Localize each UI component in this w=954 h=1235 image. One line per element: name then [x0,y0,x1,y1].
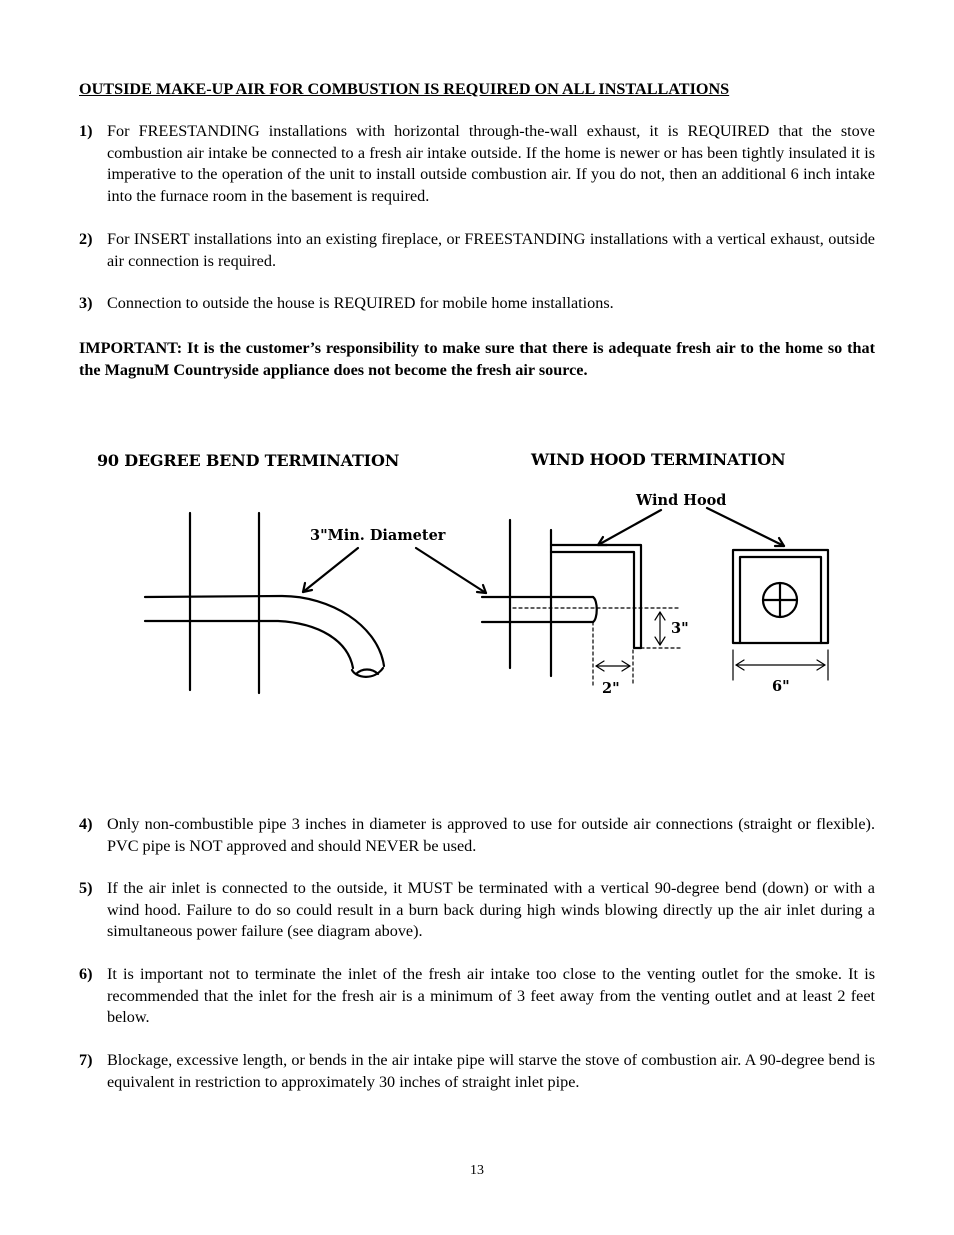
diameter-arrows [303,548,486,593]
hood-dimensions [513,608,680,685]
list-item-6 [79,964,875,1029]
list-item-1 [79,121,875,207]
bend-wall [190,513,259,693]
hood-pipe [482,597,597,622]
item-number: 3) [79,294,93,312]
wind-hood-label: Wind Hood [636,492,727,509]
item-text: It is important not to terminate the inlet of the fresh air intake too close to the venting outlet for the smoke. It is recommended that the inlet for the fresh air is a minimum of 3 feet away from the venting outlet and at least 2 feet below. [107,965,875,1027]
list-item-3 [79,293,875,315]
item-text: For FREESTANDING installations with horizontal through-the-wall exhaust, it is REQUIRED that the stove combustion air intake be connected to a fresh air intake outside. If the home is newer or has been tightly insulated it is imperative to the operation of the unit to install outside combustion air. If you do not, then an additional 6 inch intake into the furnace room in the basement is required. [107,122,875,205]
list-item-2 [79,229,875,272]
item-number: 5) [79,879,93,897]
item-number: 1) [79,122,93,140]
section-heading: OUTSIDE MAKE-UP AIR FOR COMBUSTION IS REQUIRED ON ALL INSTALLATIONS [79,80,730,98]
dimension-6in-label: 6" [772,678,790,695]
dimension-2in-label: 2" [602,680,620,697]
item-text: If the air inlet is connected to the outside, it MUST be terminated with a vertical 90-degree bend (down) or with a wind hood. Failure to do so could result in a burn back during high winds blowing directly up the air inlet during a simultaneous power failure (see diagram above). [107,879,875,941]
list-item-5 [79,878,875,943]
important-notice: IMPORTANT: It is the customer’s responsibility to make sure that there is adequate fresh air to the home so that the MagnuM Countryside appliance does not become the fresh air source. [79,339,875,379]
item-number: 7) [79,1051,93,1069]
item-number: 2) [79,230,93,248]
list-item-4 [79,814,875,857]
item-text: Only non-combustible pipe 3 inches in diameter is approved to use for outside air connections (straight or flexible). PVC pipe is NOT approved and should NEVER be used. [107,815,875,855]
termination-diagram-drawing [0,440,954,700]
item-text: Connection to outside the house is REQUIRED for mobile home installations. [107,294,614,312]
dimension-3in-label: 3" [671,620,689,637]
item-number: 6) [79,965,93,983]
wind-hood-arrows [598,508,784,546]
item-text: For INSERT installations into an existing fireplace, or FREESTANDING installations with a vertical exhaust, outside air connection is required. [107,230,875,270]
item-text: Blockage, excessive length, or bends in the air intake pipe will starve the stove of combustion air. A 90-degree bend is equivalent in restriction to approximately 30 inches of straight inlet pipe. [107,1051,875,1091]
page-number: 13 [470,1163,484,1178]
bend-termination-title: 90 DEGREE BEND TERMINATION [97,451,400,470]
termination-diagram [0,440,954,700]
wind-hood-termination-title: WIND HOOD TERMINATION [531,450,786,469]
hood-front-view [733,550,828,643]
bend-pipe [145,596,384,677]
item-number: 4) [79,815,93,833]
list-item-7 [79,1050,875,1093]
min-diameter-label: 3"Min. Diameter [310,527,446,544]
